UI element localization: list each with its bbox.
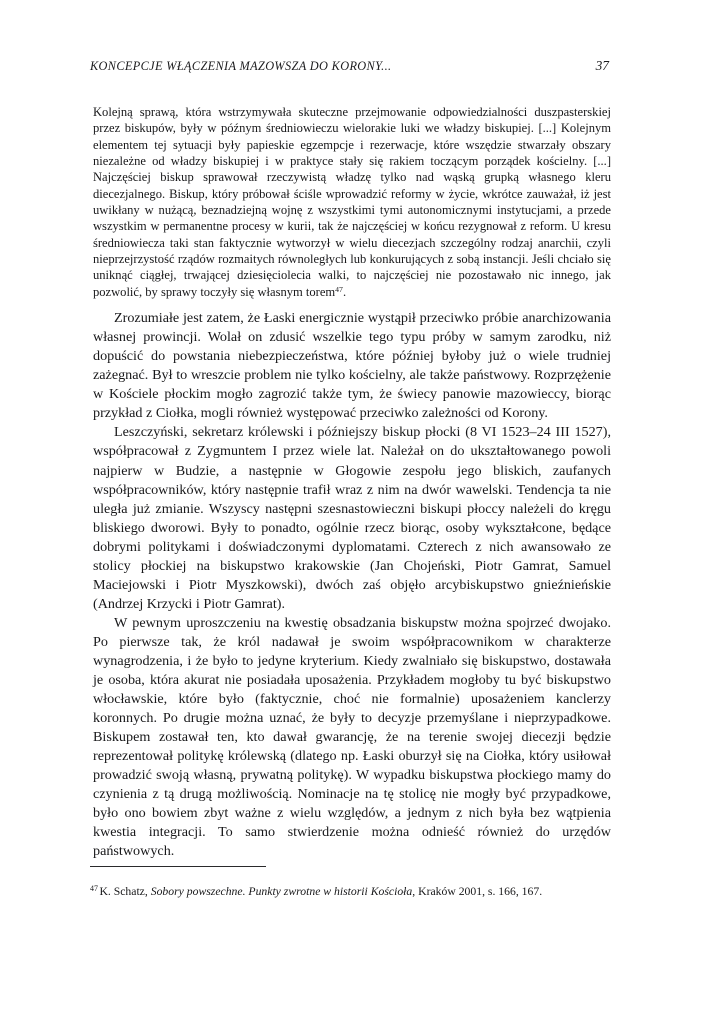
- body-paragraph-2: Leszczyński, sekretarz królewski i późniejszy biskup płocki (8 VI 1523–24 III 1527), współpracował z Zygmuntem I przez wiele lat. Należał on do ukształtowanego powoli najpierw w Budzie, a następnie w Głogowie zespołu jego bliskich, zaufanych współpracowników, który następnie trafił wraz z nim na dwór wawelski. Tendencja ta nie uległa już zmianie. Wszyscy następni szesnastowieczni biskupi płoccy należeli do kręgu bliskiego dworowi. Były to ponadto, ogólnie rzecz biorąc, osoby wykształcone, będące dobrymi politykami i doświadczonymi dyplomatami. Czterech z nich awansowało ze stolicy płockiej na biskupstwo krakowskie (Jan Chojeński, Piotr Gamrat, Samuel Maciejowski i Piotr Myszkowski), dwóch zaś objęło arcybiskupstwo gnieźnieńskie (Andrzej Krzycki i Piotr Gamrat).: [93, 424, 611, 612]
- main-text-column: [93, 104, 611, 861]
- body-paragraph-1: Zrozumiałe jest zatem, że Łaski energicznie wystąpił przeciwko próbie anarchizowania własnej prowincji. Wolał on zdusić wszelkie tego typu próby w samym zarodku, niż dopuścić do powstania niebezpieczeństwa, które później byłoby już o wiele trudniej zażegnać. Był to wreszcie problem nie tylko kościelny, ale także państwowy. Rozprzężenie w Kościele płockim mogło zagrozić także tym, że świecy panowie mazowieccy, biorąc przykład z Ciołka, mogli również występować przeciwko zależności od Korony.: [93, 310, 611, 422]
- footnote-separator-rule: [90, 866, 266, 867]
- footnote-area: [90, 884, 612, 900]
- running-header-title: KONCEPCJE WŁĄCZENIA MAZOWSZA DO KORONY...: [90, 59, 392, 73]
- footnote-number: 47: [90, 884, 98, 894]
- body-paragraph-3: W pewnym uproszczeniu na kwestię obsadzania biskupstw można spojrzeć dwojako. Po pierwsze tak, że król nadawał je swoim współpracownikom w charakterze wynagrodzenia, i że było to jedyne kryterium. Kiedy zwalniało się biskupstwo, dostawała je osoba, która akurat nie posiadała uposażenia. Przykładem mogłoby tu być biskupstwo włocławskie, które było (faktycznie, choć nie formalnie) uposażeniem kanclerzy koronnych. Po drugie można uznać, że były to decyzje przemyślane i nieprzypadkowe. Biskupem zostawał ten, kto dawał gwarancję, że na terenie swojej diecezji będzie reprezentował politykę królewską (dlatego np. Łaski oburzył się na Ciołka, który usiłował prowadzić swoją własną, prywatną politykę). W wypadku biskupstwa płockiego mamy do czynienia z tą drugą możliwością. Nominacje na tę stolicę nie mogły być przypadkowe, było ono bowiem zbyt ważne z wielu względów, a jednym z nich była bez wątpienia kwestia integracji. To samo stwierdzenie można odnieść również do urzędów państwowych.: [93, 614, 611, 860]
- running-header: [90, 58, 612, 74]
- footnote-entry: [90, 884, 612, 900]
- footnote-title: Sobory powszechne. Punkty zwrotne w historii Kościoła: [150, 885, 413, 898]
- block-quote-terminator: .: [342, 284, 347, 299]
- footnote-author: K. Schatz,: [99, 885, 151, 898]
- block-quote-text: Kolejną sprawą, która wstrzymywała skuteczne przejmowanie odpowiedzialności duszpasterskiej przez biskupów, były w późnym średniowieczu wielorakie luki we władzy biskupiej. [...] Kolejnym elementem tej sytuacji były papieskie egzempcje i rezerwacje, które wszędzie stwarzały obszary niezależne od władzy biskupiej i w praktyce stały się rakiem toczącym porządek kościelny. [...] Najczęściej biskup sprawował rzeczywistą władzę tylko nad wąską grupką własnego kleru diecezjalnego. Biskup, który próbował ściśle wprowadzić reformy w życie, wkrótce zauważał, iż jest uwikłany w nużącą, beznadziejną wojnę z wszystkimi tymi autonomicznymi instytucjami, a przede wszystkim w permanentne procesy w kurii, tak że najczęściej w końcu rezygnował z reform. U kresu średniowiecza taki stan faktycznie wytworzył w wielu diecezjach szczególny rodzaj anarchii, czyli nieprzejrzystość rządów rozmaitych równoległych lub konkurujących z sobą instancji. Jeśli chciało się uniknąć ciągłej, trwającej dziesięciolecia walki, to najczęściej nie pozostawało nic innego, jak pozwolić, by sprawy toczyły się własnym torem: [93, 105, 611, 299]
- footnote-publication: , Kraków 2001, s. 166, 167.: [412, 885, 543, 898]
- page-number: 37: [595, 58, 609, 73]
- block-quote: [93, 104, 611, 300]
- footnote-reference-47[interactable]: 47: [335, 284, 343, 294]
